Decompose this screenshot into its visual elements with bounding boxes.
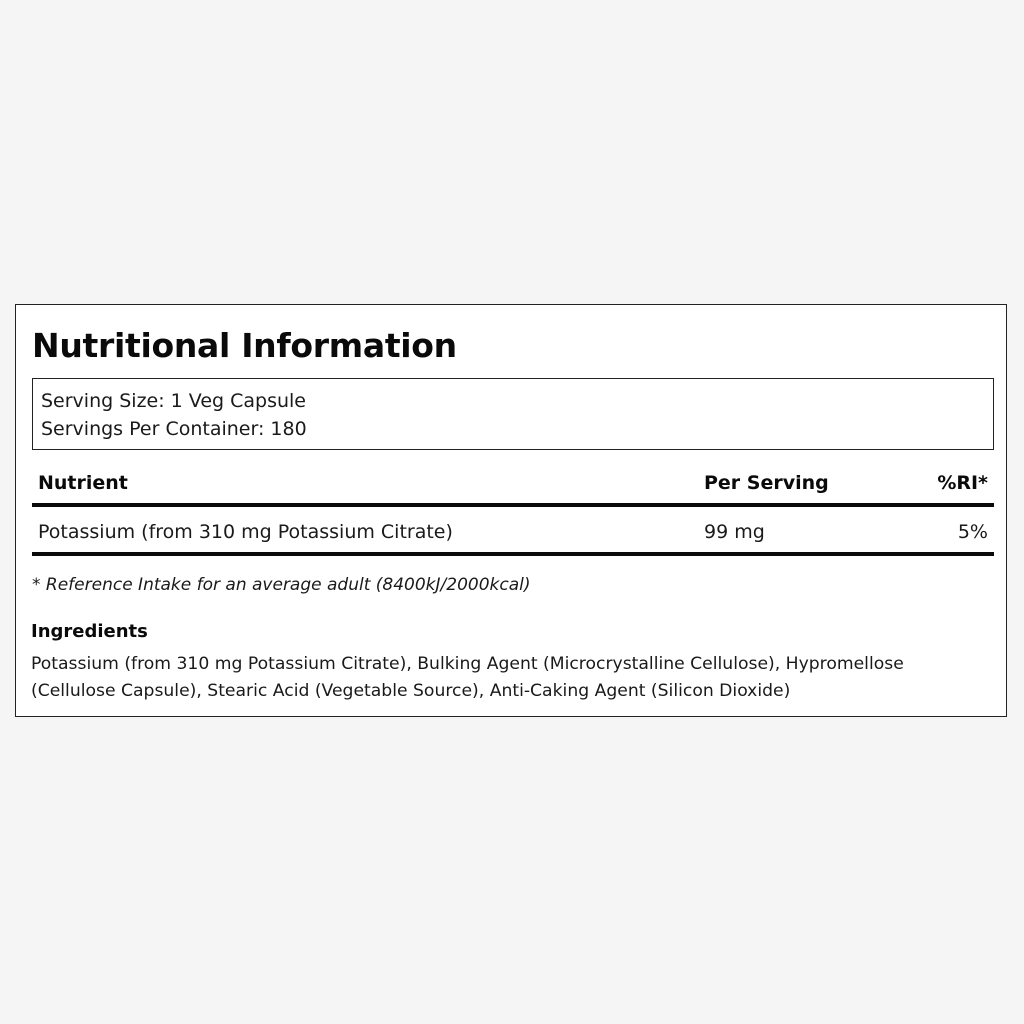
- serving-info-box: [32, 378, 994, 450]
- nutrient-table: [32, 467, 994, 556]
- nutrition-panel: [15, 304, 1007, 717]
- ingredients-text: Potassium (from 310 mg Potassium Citrate), Bulking Agent (Microcrystalline Cellulose), Hypromellose (Cellulose Capsule), Stearic Acid (Vegetable Source), Anti-Caking Agent (Silicon Dioxide): [31, 654, 904, 701]
- reference-intake-footnote: * Reference Intake for an average adult (8400kJ/2000kcal): [32, 575, 531, 595]
- per-serving-cell: 99 mg: [704, 521, 765, 543]
- ri-cell: 5%: [957, 521, 988, 543]
- page-title: Nutritional Information: [32, 326, 457, 365]
- table-row: [32, 507, 994, 556]
- table-header-row: [32, 467, 994, 507]
- nutrient-name-cell: Potassium (from 310 mg Potassium Citrate): [38, 521, 453, 543]
- serving-size: Serving Size: 1 Veg Capsule: [41, 390, 306, 412]
- ingredients-heading: Ingredients: [31, 621, 148, 642]
- column-header-ri: %RI*: [937, 472, 988, 494]
- column-header-nutrient: Nutrient: [38, 472, 128, 494]
- servings-per-container: Servings Per Container: 180: [41, 418, 307, 440]
- column-header-per-serving: Per Serving: [704, 472, 829, 494]
